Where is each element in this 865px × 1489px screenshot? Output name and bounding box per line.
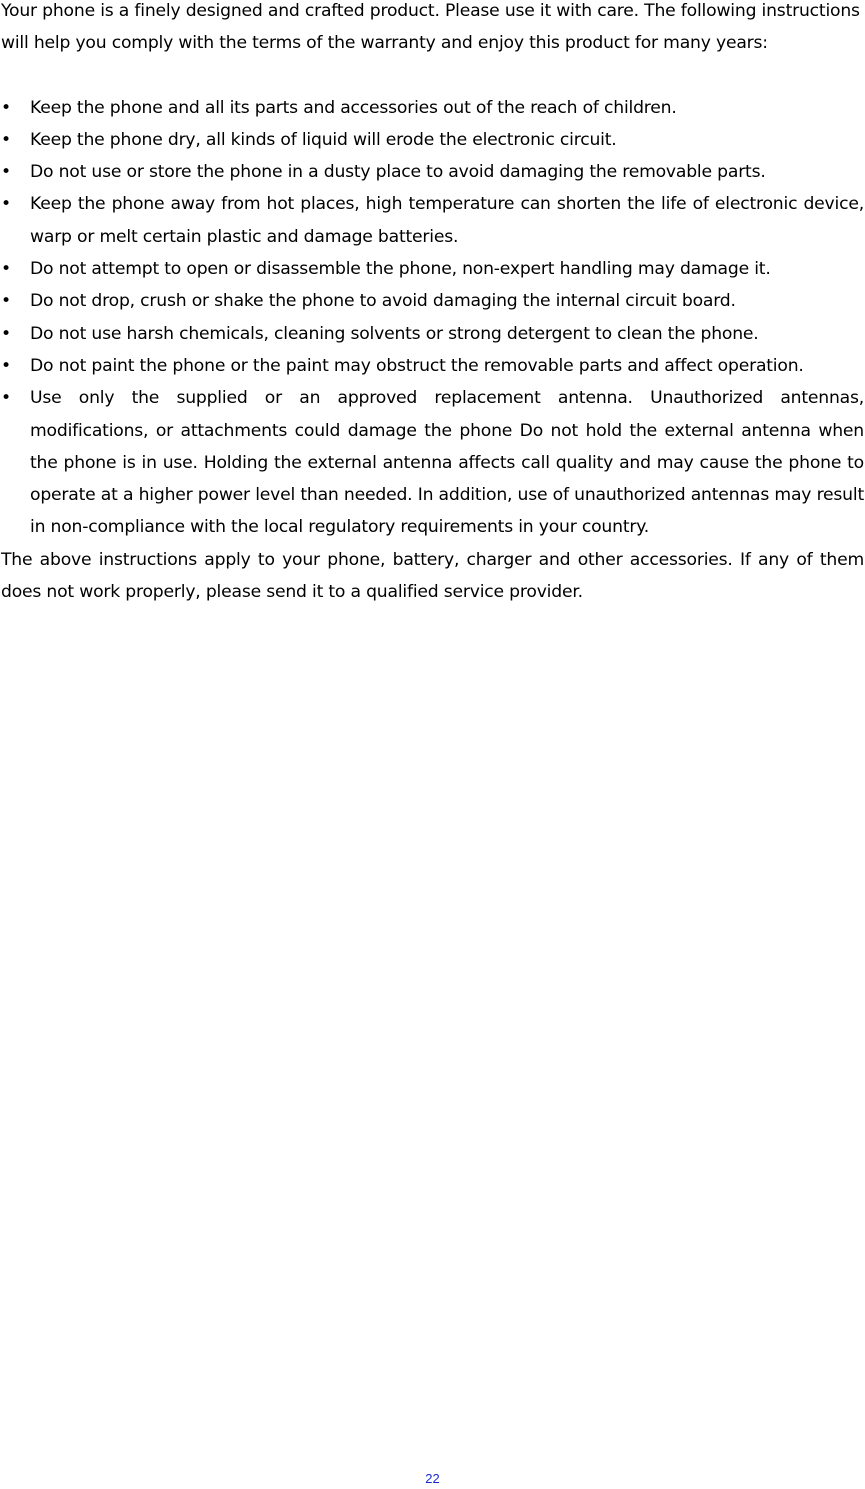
document-page xyxy=(1,0,864,608)
list-item-text: Do not paint the phone or the paint may obstruct the removable parts and affect operation. xyxy=(30,355,804,376)
list-item-text: Keep the phone and all its parts and accessories out of the reach of children. xyxy=(30,97,677,118)
list-item-text: Do not use or store the phone in a dusty place to avoid damaging the removable parts. xyxy=(30,162,766,183)
closing-paragraph: The above instructions apply to your phone, battery, charger and other accessories. If any of them does not work properly, please send it to a qualified service provider. xyxy=(1,549,864,603)
list-item xyxy=(1,350,864,382)
page-number: 22 xyxy=(425,1471,440,1486)
bullet-icon: • xyxy=(1,388,11,409)
bullet-icon: • xyxy=(1,259,11,280)
list-item xyxy=(1,382,864,543)
bullet-icon: • xyxy=(1,129,11,150)
bullet-icon: • xyxy=(1,162,11,183)
list-item-text: Keep the phone dry, all kinds of liquid will erode the electronic circuit. xyxy=(30,129,617,150)
bullet-icon: • xyxy=(1,97,11,118)
bullet-icon: • xyxy=(1,291,11,312)
intro-paragraph: Your phone is a finely designed and crafted product. Please use it with care. The following instructions will help you comply with the terms of the warranty and enjoy this product for many years: xyxy=(1,1,860,54)
list-item-text: Do not use harsh chemicals, cleaning solvents or strong detergent to clean the phone. xyxy=(30,323,759,344)
list-item xyxy=(1,124,864,156)
list-item-text: Do not drop, crush or shake the phone to avoid damaging the internal circuit board. xyxy=(30,291,736,312)
list-item xyxy=(1,318,864,350)
paragraph-spacer xyxy=(1,60,864,92)
list-item xyxy=(1,156,864,188)
list-item-text: Use only the supplied or an approved replacement antenna. Unauthorized antennas, modifications, or attachments could damage the phone Do not hold the external antenna when the phone is in use. Holding the external antenna affects call quality and may cause the phone to operate at a higher power level than needed. In addition, use of unauthorized antennas may result in non-compliance with the local regulatory requirements in your country. xyxy=(30,388,864,538)
list-item-text: Keep the phone away from hot places, high temperature can shorten the life of electronic device, warp or melt certain plastic and damage batteries. xyxy=(30,194,864,247)
list-item xyxy=(1,285,864,317)
list-item xyxy=(1,253,864,285)
list-item xyxy=(1,188,864,253)
bullet-icon: • xyxy=(1,323,11,344)
list-item xyxy=(1,92,864,124)
bullet-icon: • xyxy=(1,194,11,215)
bullet-icon: • xyxy=(1,355,11,376)
care-instructions-list xyxy=(1,92,864,544)
list-item-text: Do not attempt to open or disassemble the phone, non-expert handling may damage it. xyxy=(30,259,771,280)
